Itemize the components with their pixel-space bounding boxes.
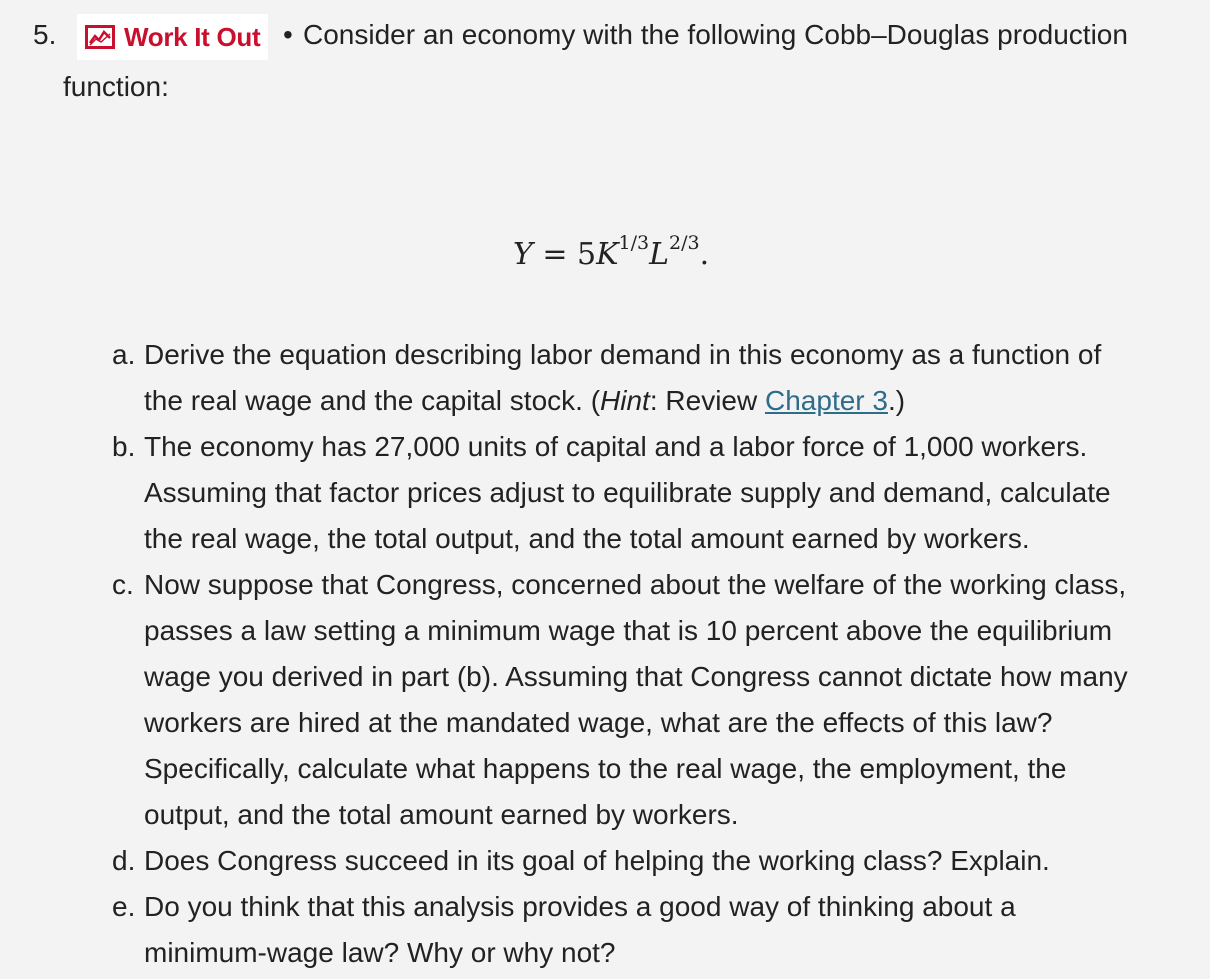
equation-capital-exponent: 1/3 [618,232,650,254]
hint-word: Hint [600,385,650,416]
part-b-letter: b. [112,431,136,462]
part-b-line: Assuming that factor prices adjust to equilibrate supply and demand, calculate [144,477,1111,508]
equation-output-symbol: Y [513,237,533,272]
part-e-text [144,884,1192,976]
question-number: 5. [33,19,57,50]
part-a-line2-mid: : Review [649,385,765,416]
part-a-text [144,332,1192,424]
equation-equals-coefficient: = 5 [532,237,597,272]
work-it-out-icon [84,23,116,51]
part-b-line: The economy has 27,000 units of capital and a labor force of 1,000 workers. [144,431,1088,462]
part-c-line: output, and the total amount earned by workers. [144,799,739,830]
equation-capital-symbol: K [596,237,619,272]
production-function-equation [513,222,709,280]
part-d-letter: d. [112,845,136,876]
part-a-line2-post: .) [887,385,906,416]
work-it-out-label: Work It Out [124,21,261,52]
question-intro-continued: function: [63,71,169,102]
part-e-line: minimum-wage law? Why or why not? [144,937,616,968]
part-c-line: wage you derived in part (b). Assuming that Congress cannot dictate how many [144,661,1128,692]
part-c-letter: c. [112,569,134,600]
bullet-separator: • [283,19,293,50]
equation-period: . [699,237,710,272]
part-a-line: Derive the equation describing labor demand in this economy as a function of [144,339,1102,370]
work-it-out-badge [77,14,268,60]
part-a-line [144,378,1192,424]
part-d-line: Does Congress succeed in its goal of helping the working class? Explain. [144,845,1050,876]
equation-labor-exponent: 2/3 [669,232,700,254]
part-b-text [144,424,1192,562]
part-e-letter: e. [112,891,136,922]
part-a-letter: a. [112,339,136,370]
part-c-line: Now suppose that Congress, concerned about the welfare of the working class, [144,569,1127,600]
part-c-text [144,562,1192,838]
part-c-line: workers are hired at the mandated wage, what are the effects of this law? [144,707,1053,738]
equation-labor-symbol: L [649,237,670,272]
part-d-text [144,838,1192,884]
part-b-line: the real wage, the total output, and the total amount earned by workers. [144,523,1030,554]
part-a-line2-pre: the real wage and the capital stock. ( [144,385,601,416]
part-c-line: Specifically, calculate what happens to the real wage, the employment, the [144,753,1067,784]
chapter-3-link[interactable]: Chapter 3 [765,385,888,416]
question-intro: Consider an economy with the following Cobb–Douglas production [303,19,1128,50]
part-c-line: passes a law setting a minimum wage that is 10 percent above the equilibrium [144,615,1113,646]
part-e-line: Do you think that this analysis provides a good way of thinking about a [144,891,1016,922]
